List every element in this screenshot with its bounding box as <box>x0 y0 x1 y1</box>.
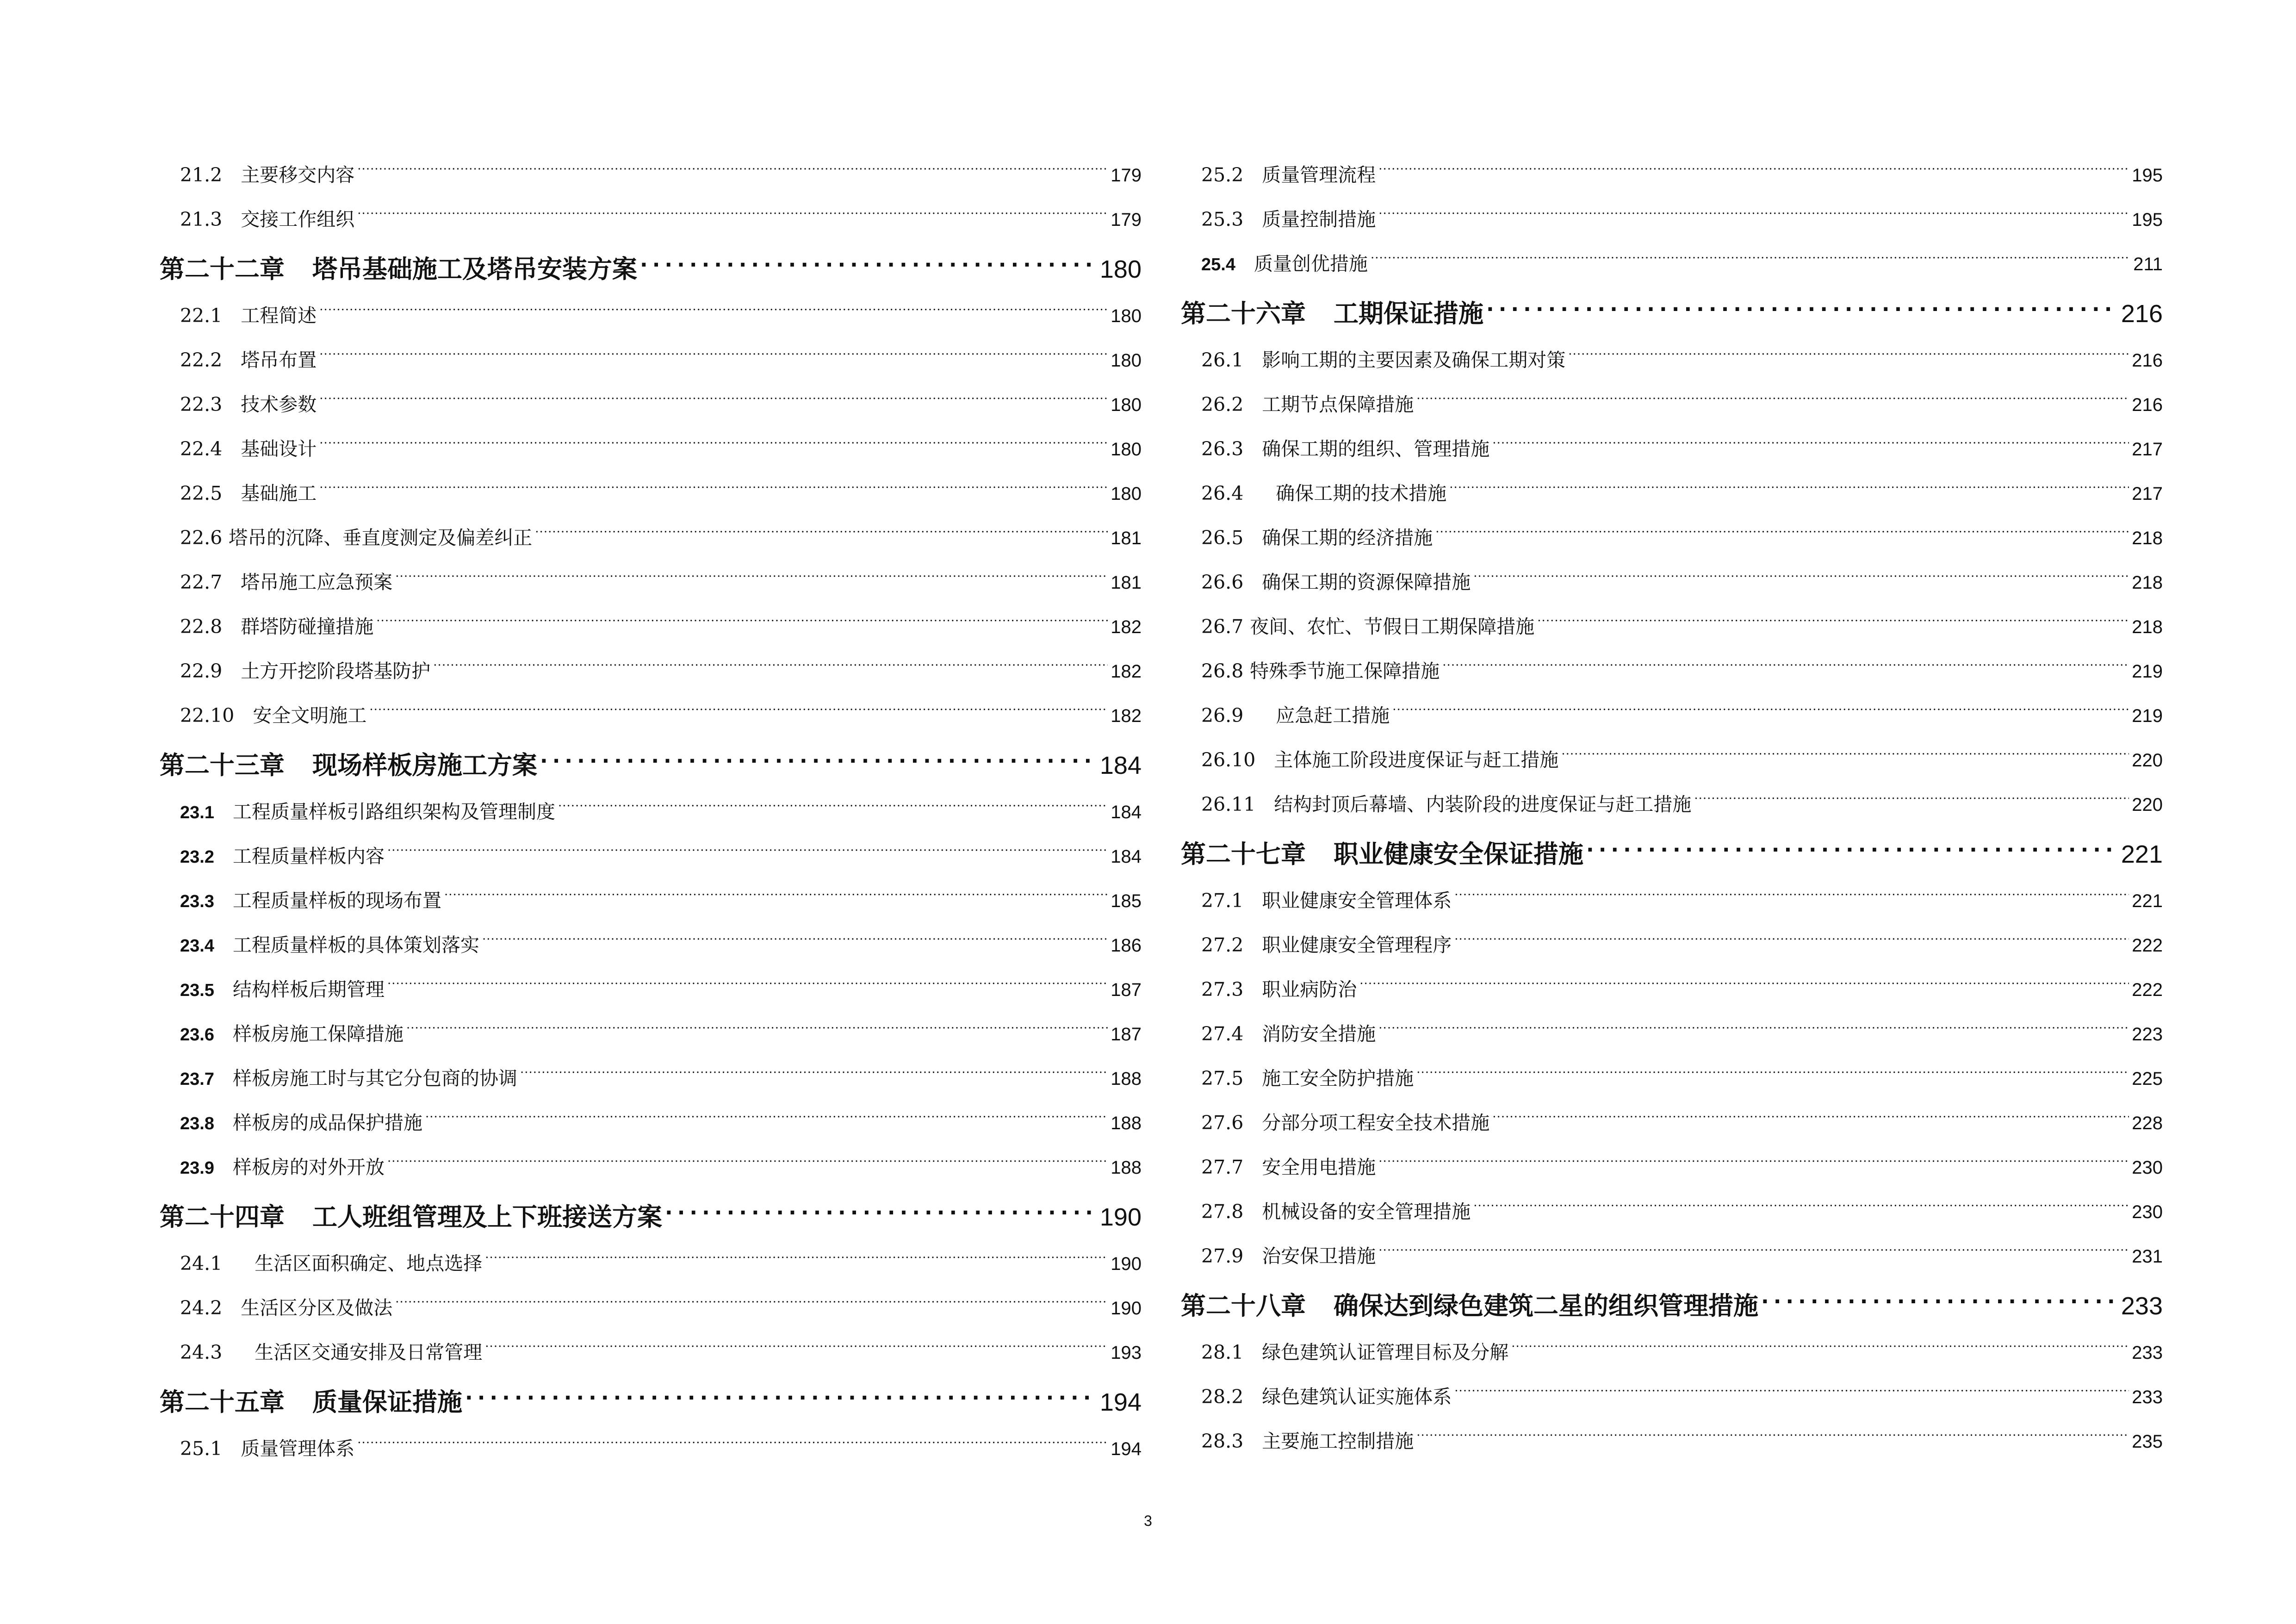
page-ref: 188 <box>1111 1157 1142 1178</box>
page-ref: 230 <box>2132 1202 2163 1222</box>
section-title: 夜间、农忙、节假日工期保障措施 <box>1250 616 1535 638</box>
page-ref: 184 <box>1099 752 1142 779</box>
section-title: 基础设计 <box>241 438 317 460</box>
section-title: 主要移交内容 <box>241 164 355 186</box>
section-number: 27.5 <box>1201 1067 1244 1089</box>
page-ref: 187 <box>1111 980 1142 1000</box>
dot-leader <box>387 1129 1108 1174</box>
dot-leader <box>1568 322 2129 367</box>
section-number: 26.8 <box>1201 660 1244 682</box>
section-number: 26.5 <box>1201 527 1244 549</box>
section-title: 职业健康安全管理体系 <box>1262 890 1452 912</box>
section-number: 25.2 <box>1201 164 1244 186</box>
section-number: 23.3 <box>180 892 214 911</box>
dot-leader <box>1416 1403 2129 1448</box>
section-title: 结构样板后期管理 <box>232 978 385 1001</box>
dot-leader <box>387 952 1108 996</box>
dot-leader <box>433 633 1108 678</box>
section-number: 27.1 <box>1201 890 1244 912</box>
section-number: 23.2 <box>180 847 214 867</box>
page-ref: 221 <box>2121 840 2163 868</box>
section-title: 工程简述 <box>241 305 317 327</box>
section-number: 28.2 <box>1201 1386 1244 1408</box>
page-ref: 219 <box>2132 661 2163 682</box>
section-number: 21.3 <box>180 208 223 230</box>
dot-leader <box>1586 811 2118 863</box>
section-number: 23.1 <box>180 803 214 822</box>
page-ref: 220 <box>2132 750 2163 771</box>
dot-leader <box>444 863 1108 907</box>
page-ref: 233 <box>2121 1292 2163 1320</box>
section-title: 工程质量样板引路组织架构及管理制度 <box>232 801 555 823</box>
section-number: 23.9 <box>180 1158 214 1178</box>
chapter-label: 第二十三章 <box>160 751 285 780</box>
dot-leader <box>369 678 1108 722</box>
dot-leader <box>540 722 1097 774</box>
section-title: 工期节点保障措施 <box>1262 393 1414 416</box>
section-number: 22.5 <box>180 482 223 504</box>
dot-leader <box>406 996 1108 1040</box>
section-number: 27.7 <box>1201 1156 1244 1178</box>
page-ref: 184 <box>1111 802 1142 822</box>
chapter-label: 第二十七章 <box>1181 840 1306 869</box>
section-number: 26.11 <box>1201 793 1256 815</box>
page-ref: 195 <box>2132 210 2163 230</box>
page-ref: 190 <box>1099 1203 1142 1231</box>
chapter-title: 塔吊基础施工及塔吊安装方案 <box>312 255 637 284</box>
section-title: 基础施工 <box>241 482 317 504</box>
section-title: 工程质量样板的现场布置 <box>232 890 441 912</box>
dot-leader <box>1473 1174 2129 1218</box>
page-ref: 233 <box>2132 1387 2163 1407</box>
section-title: 生活区交通安排及日常管理 <box>254 1341 483 1363</box>
dot-leader <box>357 137 1108 181</box>
section-number: 22.3 <box>180 393 223 416</box>
page-ref: 181 <box>1111 572 1142 593</box>
section-number: 23.8 <box>180 1114 214 1133</box>
page-ref: 194 <box>1111 1439 1142 1459</box>
dot-leader <box>1761 1263 2118 1314</box>
page-ref: 184 <box>1111 846 1142 867</box>
page-ref: 180 <box>1099 255 1142 283</box>
chapter-label: 第二十六章 <box>1181 299 1306 328</box>
dot-leader <box>1442 633 2129 678</box>
section-number: 26.1 <box>1201 349 1244 371</box>
section-number: 27.6 <box>1201 1112 1244 1134</box>
section-title: 塔吊布置 <box>241 349 317 371</box>
dot-leader <box>665 1174 1097 1226</box>
chapter-title: 现场样板房施工方案 <box>312 751 537 780</box>
section-number: 27.2 <box>1201 934 1244 956</box>
chapter-title: 确保达到绿色建筑二星的组织管理措施 <box>1334 1291 1758 1320</box>
dot-leader <box>1449 455 2129 500</box>
section-title: 生活区面积确定、地点选择 <box>254 1252 483 1275</box>
dot-leader <box>387 818 1108 863</box>
section-number: 23.5 <box>180 981 214 1000</box>
page-ref: 233 <box>2132 1343 2163 1363</box>
chapter-title: 职业健康安全保证措施 <box>1334 840 1583 869</box>
dot-leader <box>319 411 1108 455</box>
section-number: 22.6 <box>180 527 223 549</box>
section-title: 确保工期的资源保障措施 <box>1262 571 1471 593</box>
page-ref: 180 <box>1111 439 1142 460</box>
dot-leader <box>1416 367 2129 411</box>
page-ref: 217 <box>2132 439 2163 460</box>
page-ref: 188 <box>1111 1069 1142 1089</box>
dot-leader <box>1371 226 2130 270</box>
dot-leader <box>1561 722 2129 766</box>
dot-leader <box>319 455 1108 500</box>
section-title: 工程质量样板内容 <box>232 845 385 867</box>
section-title: 确保工期的技术措施 <box>1276 482 1447 504</box>
section-number: 27.3 <box>1201 978 1244 1001</box>
section-number: 26.10 <box>1201 749 1256 771</box>
section-title: 应急赶工措施 <box>1276 704 1390 727</box>
section-number: 28.1 <box>1201 1341 1244 1363</box>
section-number: 23.6 <box>180 1025 214 1045</box>
chapter-label: 第二十八章 <box>1181 1291 1306 1320</box>
section-title: 样板房施工保障措施 <box>232 1023 403 1045</box>
section-title: 施工安全防护措施 <box>1262 1067 1414 1089</box>
page-ref: 225 <box>2132 1069 2163 1089</box>
chapter-label: 第二十二章 <box>160 255 285 284</box>
section-title: 主要施工控制措施 <box>1262 1430 1414 1452</box>
page-ref: 180 <box>1111 350 1142 371</box>
dot-leader <box>485 1314 1108 1359</box>
section-number: 22.7 <box>180 571 223 593</box>
section-title: 绿色建筑认证管理目标及分解 <box>1262 1341 1509 1363</box>
section-number: 24.1 <box>180 1252 223 1275</box>
page-ref: 218 <box>2132 617 2163 637</box>
page-ref: 179 <box>1111 210 1142 230</box>
dot-leader <box>395 544 1108 589</box>
section-title: 工程质量样板的具体策划落实 <box>232 934 479 956</box>
section-title: 职业健康安全管理程序 <box>1262 934 1452 956</box>
dot-leader <box>1416 1040 2129 1085</box>
dot-leader <box>357 1411 1108 1455</box>
section-title: 样板房施工时与其它分包商的协调 <box>232 1067 517 1089</box>
section-title: 技术参数 <box>241 393 317 416</box>
section-title: 塔吊的沉降、垂直度测定及偏差纠正 <box>229 527 533 549</box>
dot-leader <box>1359 952 2129 996</box>
section-number: 21.2 <box>180 164 223 186</box>
dot-leader <box>1454 863 2129 907</box>
dot-leader <box>1378 1129 2129 1174</box>
chapter-label: 第二十四章 <box>160 1202 285 1232</box>
page-ref: 195 <box>2132 165 2163 186</box>
page-ref: 218 <box>2132 572 2163 593</box>
section-title: 特殊季节施工保障措施 <box>1250 660 1440 682</box>
section-title: 塔吊施工应急预案 <box>241 571 393 593</box>
section-number: 22.4 <box>180 438 223 460</box>
section-title: 绿色建筑认证实施体系 <box>1262 1386 1452 1408</box>
section-number: 27.8 <box>1201 1201 1244 1223</box>
chapter-title: 工期保证措施 <box>1334 299 1483 328</box>
page-ref: 187 <box>1111 1024 1142 1045</box>
section-title: 职业病防治 <box>1262 978 1357 1001</box>
page-ref: 231 <box>2132 1246 2163 1267</box>
section-number: 28.3 <box>1201 1430 1244 1452</box>
section-title: 样板房的对外开放 <box>232 1156 385 1178</box>
chapter-title: 工人班组管理及上下班接送方案 <box>312 1202 662 1232</box>
toc-left-column <box>160 137 1142 1460</box>
page-ref: 219 <box>2132 706 2163 726</box>
page-ref: 182 <box>1111 661 1142 682</box>
section-title: 主体施工阶段进度保证与赶工措施 <box>1274 749 1559 771</box>
chapter-label: 第二十五章 <box>160 1388 285 1417</box>
page-ref: 179 <box>1111 165 1142 186</box>
page-ref: 228 <box>2132 1113 2163 1133</box>
dot-leader <box>376 589 1108 633</box>
section-title: 影响工期的主要因素及确保工期对策 <box>1262 349 1566 371</box>
dot-leader <box>465 1359 1097 1411</box>
section-title: 确保工期的组织、管理措施 <box>1262 438 1490 460</box>
section-title: 机械设备的安全管理措施 <box>1262 1201 1471 1223</box>
section-number: 24.2 <box>180 1297 223 1319</box>
page-ref: 181 <box>1111 528 1142 548</box>
page-ref: 221 <box>2132 891 2163 911</box>
dot-leader <box>520 1040 1108 1085</box>
section-number: 25.4 <box>1201 255 1235 274</box>
section-number: 23.7 <box>180 1070 214 1089</box>
dot-leader <box>1435 500 2129 544</box>
section-number: 25.3 <box>1201 208 1244 230</box>
page-ref: 190 <box>1111 1254 1142 1274</box>
section-title: 安全用电措施 <box>1262 1156 1376 1178</box>
dot-leader <box>1473 544 2129 589</box>
page-ref: 188 <box>1111 1113 1142 1133</box>
page-ref: 211 <box>2133 254 2163 274</box>
section-number: 24.3 <box>180 1341 223 1363</box>
page-ref: 186 <box>1111 935 1142 956</box>
section-title: 质量创优措施 <box>1253 253 1368 275</box>
toc-right-column <box>1181 137 2163 1452</box>
dot-leader <box>558 774 1108 818</box>
dot-leader <box>1378 137 2129 181</box>
page-ref: 217 <box>2132 484 2163 504</box>
section-number: 22.10 <box>180 704 235 727</box>
section-title: 土方开挖阶段塔基防护 <box>241 660 431 682</box>
dot-leader <box>485 1226 1108 1270</box>
section-title: 消防安全措施 <box>1262 1023 1376 1045</box>
page-ref: 180 <box>1111 484 1142 504</box>
dot-leader <box>1492 411 2129 455</box>
dot-leader <box>1378 181 2129 226</box>
dot-leader <box>1486 270 2118 322</box>
section-number: 27.9 <box>1201 1245 1244 1267</box>
page-ref: 190 <box>1111 1298 1142 1319</box>
dot-leader <box>1492 1085 2129 1129</box>
section-number: 25.1 <box>180 1437 223 1460</box>
dot-leader <box>1694 766 2129 811</box>
page-ref: 222 <box>2132 980 2163 1000</box>
section-number: 26.3 <box>1201 438 1244 460</box>
page-number: 3 <box>1144 1512 1152 1529</box>
section-number: 23.4 <box>180 936 214 956</box>
page-ref: 216 <box>2132 350 2163 371</box>
dot-leader <box>319 278 1108 322</box>
section-number: 22.1 <box>180 305 223 327</box>
dot-leader <box>1511 1314 2129 1359</box>
page-ref: 180 <box>1111 306 1142 326</box>
page-ref: 194 <box>1099 1388 1142 1416</box>
page-ref: 182 <box>1111 706 1142 726</box>
page-ref: 216 <box>2121 300 2163 328</box>
section-number: 22.9 <box>180 660 223 682</box>
page-ref: 185 <box>1111 891 1142 911</box>
section-title: 群塔防碰撞措施 <box>241 616 374 638</box>
dot-leader <box>1454 1359 2129 1403</box>
section-title: 质量管理体系 <box>241 1437 355 1460</box>
dot-leader <box>1454 907 2129 952</box>
section-title: 分部分项工程安全技术措施 <box>1262 1112 1490 1134</box>
page-ref: 216 <box>2132 395 2163 415</box>
page-ref: 218 <box>2132 528 2163 548</box>
toc-section-entry[interactable] <box>1181 137 2163 186</box>
dot-leader <box>1392 678 2129 722</box>
page-ref: 235 <box>2132 1431 2163 1452</box>
toc-section-entry[interactable] <box>160 137 1142 186</box>
dot-leader <box>1537 589 2129 633</box>
dot-leader <box>1378 996 2129 1040</box>
section-number: 27.4 <box>1201 1023 1244 1045</box>
section-number: 26.6 <box>1201 571 1244 593</box>
dot-leader <box>1378 1218 2129 1263</box>
section-number: 26.2 <box>1201 393 1244 416</box>
dot-leader <box>319 367 1108 411</box>
page-ref: 222 <box>2132 935 2163 956</box>
section-number: 26.9 <box>1201 704 1244 727</box>
section-title: 安全文明施工 <box>253 704 367 727</box>
dot-leader <box>319 322 1108 367</box>
section-title: 质量控制措施 <box>1262 208 1376 230</box>
page-ref: 230 <box>2132 1157 2163 1178</box>
dot-leader <box>640 226 1097 278</box>
dot-leader <box>395 1270 1108 1314</box>
page-ref: 193 <box>1111 1343 1142 1363</box>
page-ref: 182 <box>1111 617 1142 637</box>
section-number: 22.8 <box>180 616 223 638</box>
section-title: 交接工作组织 <box>241 208 355 230</box>
section-title: 样板房的成品保护措施 <box>232 1112 422 1134</box>
section-number: 26.4 <box>1201 482 1244 504</box>
section-title: 治安保卫措施 <box>1262 1245 1376 1267</box>
section-number: 22.2 <box>180 349 223 371</box>
section-number: 26.7 <box>1201 616 1244 638</box>
page-ref: 180 <box>1111 395 1142 415</box>
section-title: 生活区分区及做法 <box>241 1297 393 1319</box>
section-title: 质量管理流程 <box>1262 164 1376 186</box>
section-title: 结构封顶后幕墙、内装阶段的进度保证与赶工措施 <box>1274 793 1692 815</box>
section-title: 确保工期的经济措施 <box>1262 527 1433 549</box>
chapter-title: 质量保证措施 <box>312 1388 462 1417</box>
page-ref: 223 <box>2132 1024 2163 1045</box>
dot-leader <box>425 1085 1108 1129</box>
dot-leader <box>482 907 1108 952</box>
dot-leader <box>357 181 1108 226</box>
page-ref: 220 <box>2132 795 2163 815</box>
dot-leader <box>535 500 1108 544</box>
